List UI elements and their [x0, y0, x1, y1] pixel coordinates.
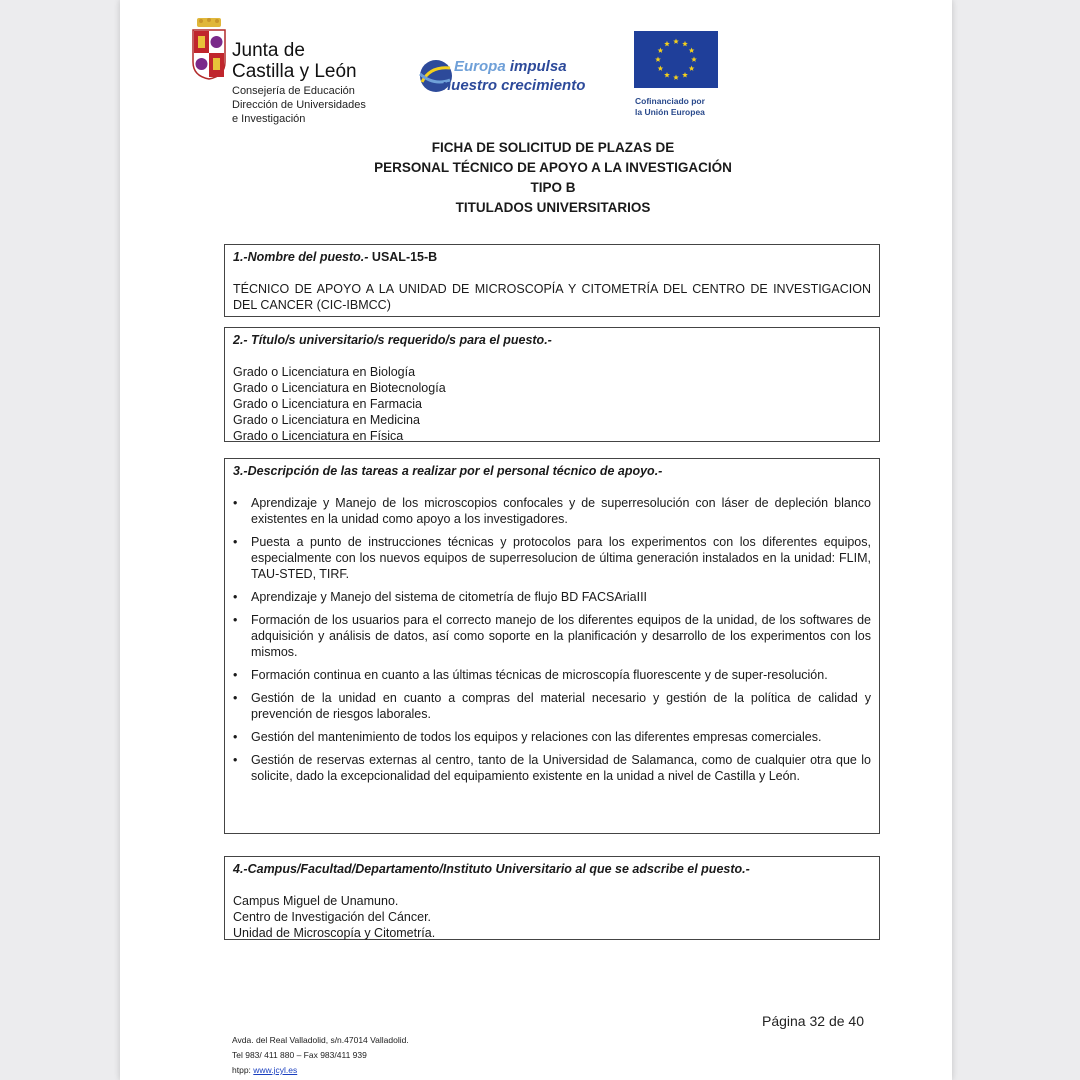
list-item: • Formación continua en cuanto a las últimas técnicas de microscopía fluorescente y de super-resolución. — [233, 668, 828, 682]
section4-heading: 4.-Campus/Facultad/Departamento/Instituto Universitario al que se adscribe el puesto.- — [233, 862, 750, 876]
task-list — [233, 495, 871, 791]
section1-heading: 1.-Nombre del puesto.- USAL-15-B — [233, 250, 438, 264]
list-item: Grado o Licenciatura en Biología — [233, 365, 416, 379]
campus-list — [233, 893, 435, 941]
list-item: Grado o Licenciatura en Medicina — [233, 413, 420, 427]
list-item: • Gestión de la unidad en cuanto a compras del material necesario y gestión de la política de calidad y prevención de riesgos laborales. — [233, 691, 871, 721]
eu-caption: Cofinanciado por la Unión Europea — [635, 96, 705, 117]
section2-heading: 2.- Título/s universitario/s requerido/s para el puesto.- — [233, 333, 552, 347]
castilla-leon-shield-icon — [190, 18, 228, 80]
bullet: • — [233, 730, 238, 744]
section3-heading: 3.-Descripción de las tareas a realizar por el personal técnico de apoyo.- — [233, 464, 663, 478]
jcyl-name: Junta de Castilla y León — [232, 40, 357, 82]
page-number: Página 32 de 40 — [762, 1013, 864, 1029]
list-item: • Gestión de reservas externas al centro, tanto de la Universidad de Salamanca, como de cualquier otra que lo solicite, dado la excepcionalidad del equipamiento existente en la unidad a nivel de Castilla y León. — [233, 753, 871, 783]
list-item: Centro de Investigación del Cáncer. — [233, 910, 432, 924]
list-item: Grado o Licenciatura en Física — [233, 429, 404, 443]
bullet: • — [233, 613, 238, 627]
section-position-name — [224, 244, 880, 317]
list-item: • Gestión del mantenimiento de todos los equipos y relaciones con las diferentes empresas comerciales. — [233, 730, 822, 744]
list-item: Grado o Licenciatura en Farmacia — [233, 397, 422, 411]
bullet: • — [233, 590, 238, 604]
website-link[interactable]: www.jcyl.es — [253, 1065, 298, 1075]
viewer-background-right — [952, 0, 1080, 1080]
bullet: • — [233, 691, 238, 705]
degree-list — [233, 364, 446, 444]
eu-flag-icon — [634, 31, 718, 88]
bullet: • — [233, 668, 238, 682]
footer-web: htpp: www.jcyl.es — [232, 1065, 298, 1075]
bullet: • — [233, 753, 238, 767]
bullet: • — [233, 535, 238, 549]
list-item: Grado o Licenciatura en Biotecnología — [233, 381, 446, 395]
list-item: • Aprendizaje y Manejo de los microscopios confocales y de superresolución con láser de depleción blanco existentes en la unidad como apoyo a los investigadores. — [233, 496, 871, 526]
list-item: • Puesta a punto de instrucciones técnicas y protocolos para los experimentos con los diferentes equipos, especialmente con los nuevos equipos de superresolucion de última generación instalados en la unidad: FLIM, TAU-STED, TIRF. — [233, 535, 871, 581]
footer — [232, 1033, 409, 1078]
document-title: FICHA DE SOLICITUD DE PLAZAS DE PERSONAL TÉCNICO DE APOYO A LA INVESTIGACIÓN TIPO B TITULADOS UNIVERSITARIOS — [374, 140, 732, 215]
section-campus-assignment — [224, 856, 880, 940]
list-item: Campus Miguel de Unamuno. — [233, 894, 399, 908]
list-item: • Aprendizaje y Manejo del sistema de citometría de flujo BD FACSAriaIII — [233, 590, 648, 604]
list-item: Unidad de Microscopía y Citometría. — [233, 926, 436, 940]
footer-address: Avda. del Real Valladolid, s/n.47014 Valladolid. — [232, 1035, 409, 1045]
jcyl-department: Consejería de Educación Dirección de Universidades e Investigación — [232, 85, 366, 125]
europa-line1: Europa impulsa — [454, 58, 567, 75]
list-item: • Formación de los usuarios para el correcto manejo de los diferentes equipos de la unidad, de los softwares de adquisición y análisis de datos, así como soporte en la planificación y desarrollo de los experimentos con los mismos. — [233, 613, 871, 659]
section-task-description — [224, 458, 880, 834]
bullet: • — [233, 496, 238, 510]
viewer-background-left — [0, 0, 120, 1080]
section-required-degrees — [224, 327, 880, 442]
footer-phone: Tel 983/ 411 880 – Fax 983/411 939 — [232, 1050, 367, 1060]
europa-line2: nuestro crecimiento — [442, 77, 586, 94]
section1-text: TÉCNICO DE APOYO A LA UNIDAD DE MICROSCOPÍA Y CITOMETRÍA DEL CENTRO DE INVESTIGACION DEL CANCER (CIC-IBMCC) — [233, 282, 871, 312]
